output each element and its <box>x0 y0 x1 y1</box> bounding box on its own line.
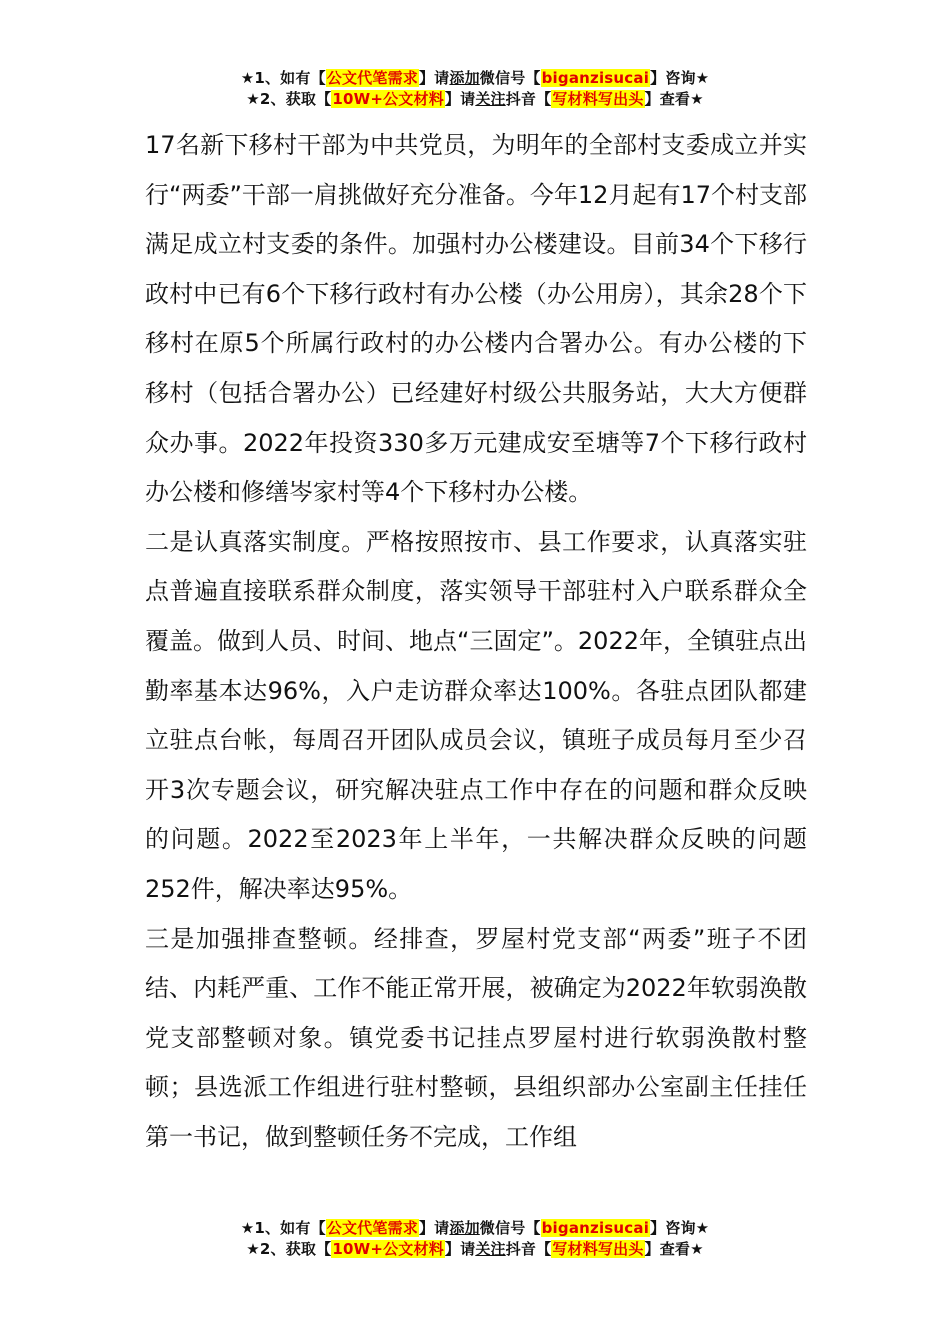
paragraph-1: 17名新下移村干部为中共党员，为明年的全部村支委成立并实行“两委”干部一肩挑做好充分准备。今年12月起有17个村支部满足成立村支委的条件。加强村办公楼建设。目前34个下移行政村中已有6个下移行政村有办公楼（办公用房），其余28个下移村在原5个所属行政村的办公楼内合署办公。有办公楼的下移村（包括合署办公）已经建好村级公共服务站，大大方便群众办事。2022年投资330多万元建成安至塘等7个下移行政村办公楼和修缮岑家村等4个下移村办公楼。 <box>145 131 807 507</box>
banner-line-2: ★2、获取【10W+公文材料】请关注抖音【写材料写出头】查看★ <box>246 1240 704 1258</box>
paragraph-3: 三是加强排查整顿。经排查，罗屋村党支部“两委”班子不团结、内耗严重、工作不能正常开展，被确定为2022年软弱涣散党支部整顿对象。镇党委书记挂点罗屋村进行软弱涣散村整顿；县选派工作组进行驻村整顿，县组织部办公室副主任挂任第一书记，做到整顿任务不完成，工作组 <box>145 924 807 1151</box>
highlight-wechat-id: biganzisucai <box>541 69 650 87</box>
banner-line-1: ★1、如有【公文代笔需求】请添加微信号【biganzisucai】咨询★ <box>240 69 710 87</box>
banner-line-2: ★2、获取【10W+公文材料】请关注抖音【写材料写出头】查看★ <box>246 90 704 108</box>
paragraph-2: 二是认真落实制度。严格按照按市、县工作要求，认真落实驻点普遍直接联系群众制度，落实领导干部驻村入户联系群众全覆盖。做到人员、时间、地点“三固定”。2022年，全镇驻点出勤率基本达96%，入户走访群众率达100%。各驻点团队都建立驻点台帐，每周召开团队成员会议，镇班子成员每月至少召开3次专题会议，研究解决驻点工作中存在的问题和群众反映的问题。2022至2023年上半年，一共解决群众反映的问题252件，解决率达95%。 <box>145 527 807 903</box>
header-banner <box>0 68 950 110</box>
highlight-douyin-account: 写材料写出头 <box>552 90 644 108</box>
footer-banner <box>0 1218 950 1260</box>
highlight-service: 公文代笔需求 <box>326 69 418 87</box>
document-body <box>145 121 807 1162</box>
highlight-wechat-id: biganzisucai <box>541 1219 650 1237</box>
highlight-materials: 10W+公文材料 <box>332 1240 444 1258</box>
banner-line-1: ★1、如有【公文代笔需求】请添加微信号【biganzisucai】咨询★ <box>240 1219 710 1237</box>
highlight-materials: 10W+公文材料 <box>332 90 444 108</box>
highlight-douyin-account: 写材料写出头 <box>552 1240 644 1258</box>
highlight-service: 公文代笔需求 <box>326 1219 418 1237</box>
